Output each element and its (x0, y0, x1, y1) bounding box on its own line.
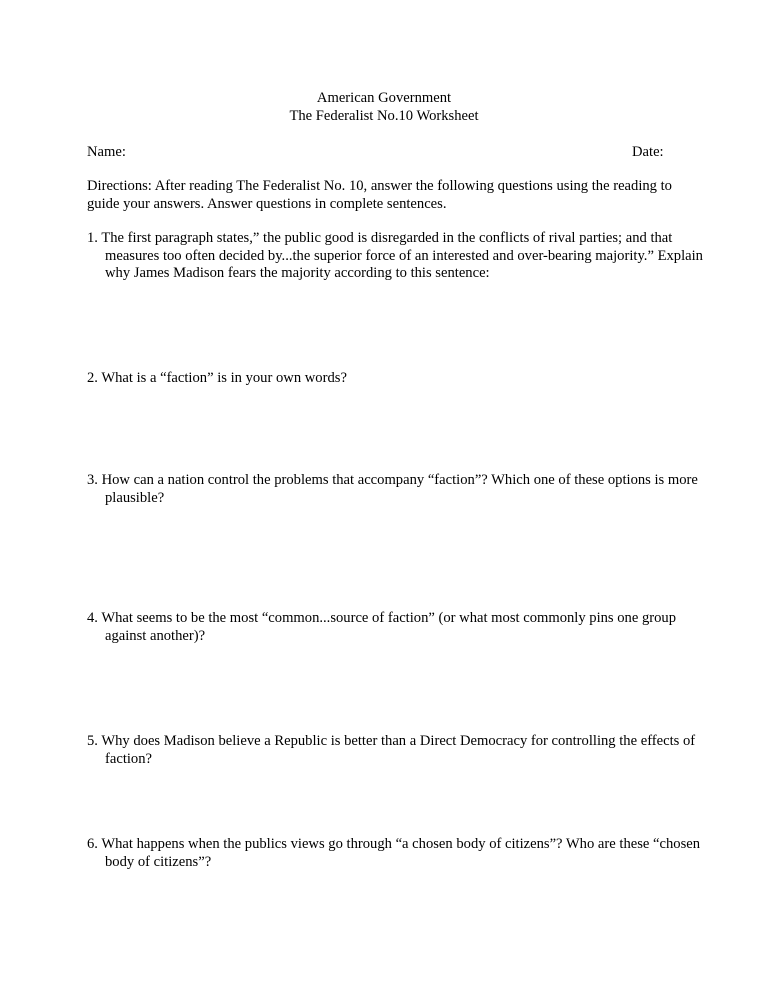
question-4: 4. What seems to be the most “common...source of faction” (or what most commonly pins one group against another)? (87, 610, 677, 644)
question-2: 2. What is a “faction” is in your own words? (87, 370, 347, 386)
directions-text: Directions: After reading The Federalist No. 10, answer the following questions using the reading to guide your answers. Answer questions in complete sentences. (87, 178, 672, 212)
question-5: 5. Why does Madison believe a Republic is better than a Direct Democracy for controlling the effects of faction? (87, 733, 696, 767)
question-6: 6. What happens when the publics views go through “a chosen body of citizens”? Who are these “chosen body of citizens”? (87, 836, 701, 870)
question-1: 1. The first paragraph states,” the public good is disregarded in the conflicts of rival parties; and that measures too often decided by...the superior force of an interested and over-bearing majority.” Explain why James Madison fears the majority according to this sentence: (87, 230, 703, 281)
name-label: Name: (87, 144, 126, 160)
worksheet-title: The Federalist No.10 Worksheet (289, 108, 479, 124)
question-3: 3. How can a nation control the problems that accompany “faction”? Which one of these options is more plausible? (87, 472, 698, 506)
course-title: American Government (316, 90, 452, 106)
date-label: Date: (632, 144, 664, 160)
